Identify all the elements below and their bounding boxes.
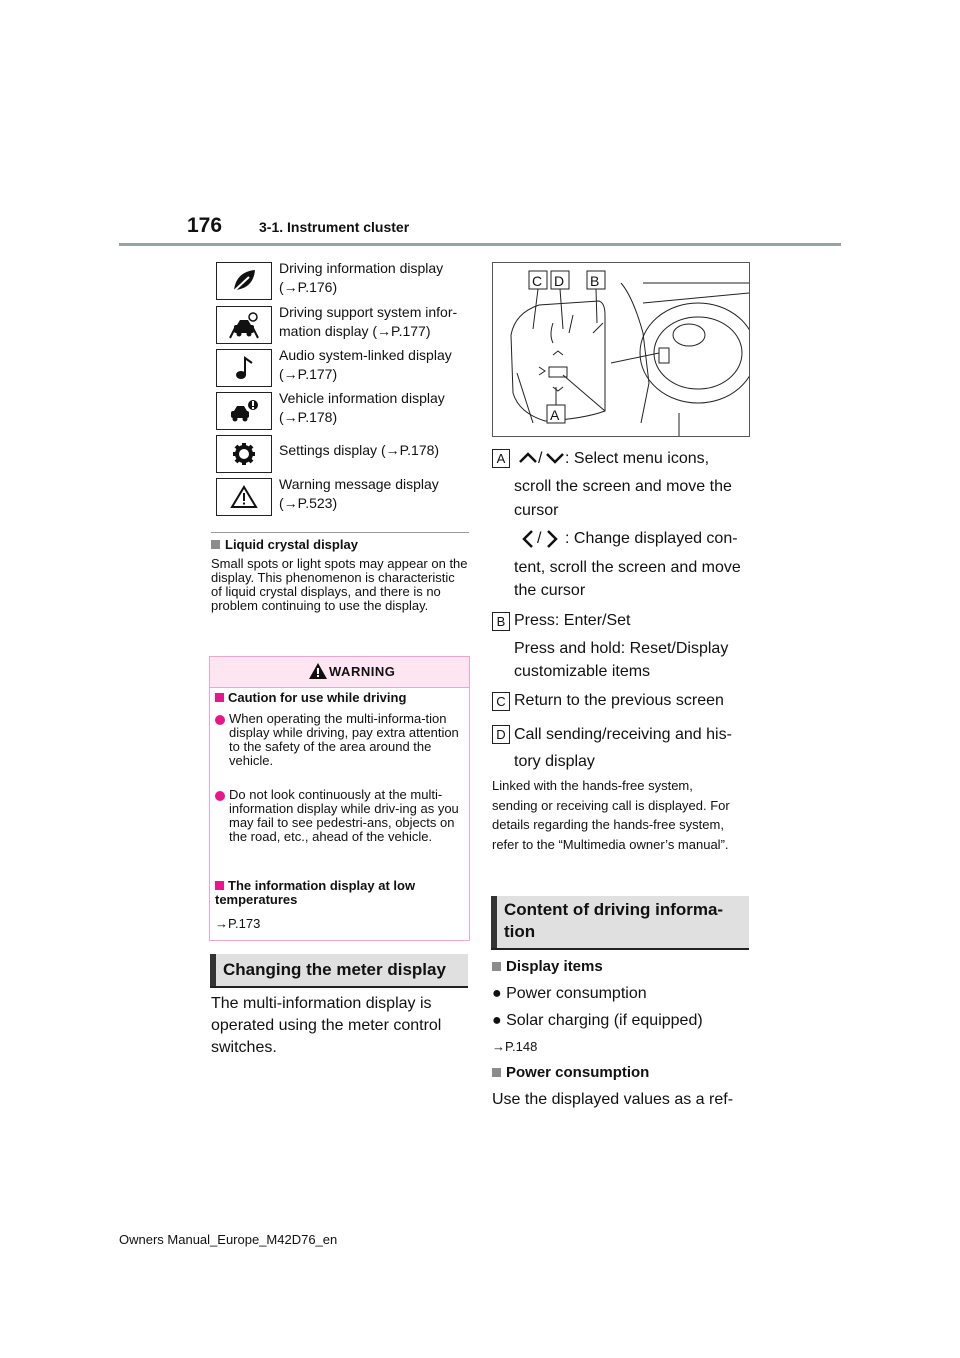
figure-label: C [532,273,543,289]
icon-row-driving-info [216,262,466,300]
chevron-left-icon [522,529,534,549]
content-ref: →P.148 [492,1039,538,1054]
slash: / [538,450,543,467]
legend-a-text: scroll the screen and move the [514,478,732,495]
icon-text: Vehicle information display (→P.178) [279,390,445,425]
label-b-icon: B [492,612,510,631]
bullet-square-icon [215,881,224,890]
legend-a-text: cursor [514,502,559,519]
power-heading: Power consumption [492,1064,649,1081]
warning-box [209,656,470,941]
vehicle-info-icon [216,392,272,430]
display-items-heading: Display items [492,958,603,975]
legend-b-text: customizable items [514,663,651,680]
steering-switch-figure [492,262,750,437]
warning-ref: →P.173 [215,916,261,931]
legend-a-text: the cursor [514,582,586,599]
list-item: ● Solar charging (if equipped) [492,1012,703,1029]
icon-row-driving-support [216,306,466,344]
warning-title: WARNING [329,664,396,679]
lcd-body: Small spots or light spots may appear on the display. This phenomenon is characteristic of liquid crystal displays, and there is no problem continuing to use the display. [211,556,468,613]
legend-d-text: tory display [514,753,595,770]
warning-header [210,657,469,688]
warning-subheading: Caution for use while driving [215,691,406,705]
legend-b-text: Press: Enter/Set [514,612,631,629]
chevron-down-icon [545,452,565,464]
label-c-icon: C [492,692,510,711]
slash: / [537,530,542,547]
lcd-heading: Liquid crystal display [211,537,358,552]
gear-icon [216,435,272,473]
icon-row-warning [216,478,466,516]
page-number: 176 [187,214,223,237]
changing-body: The multi-information display is operated using the meter control switches. [211,995,442,1056]
bullet-square-icon [492,1068,501,1077]
legend-a-text: : Select menu icons, [565,450,710,467]
icon-text: Settings display (→P.178) [279,442,440,458]
icon-row-audio [216,349,466,387]
header-rule [119,243,841,246]
legend-a-text: : Change displayed con- [565,530,738,547]
leaf-icon [216,262,272,300]
icon-row-vehicle [216,392,466,430]
bullet-dot-icon [215,715,225,725]
icon-row-settings [216,435,466,473]
bullet-square-icon [211,540,220,549]
icon-text: Driving information display (→P.176) [279,260,444,295]
music-note-icon [216,349,272,387]
warning-bullet: Do not look continuously at the multi-information display while driv-ing as you may fail to see pedestri-ans, objects on the road, etc., ahead of the vehicle. [229,787,459,844]
warning-triangle-icon [216,478,272,516]
legend-c-text: Return to the previous screen [514,692,724,709]
figure-label: A [550,407,560,423]
section-heading-content: Content of driving informa-tion [491,896,749,950]
warning-bullet: When operating the multi-informa-tion display while driving, pay extra attention to the safety of the area around the vehicle. [229,711,459,768]
section-heading-changing: Changing the meter display [210,954,468,988]
figure-label: D [554,273,565,289]
warning-subheading: The information display at low temperatures [215,878,416,907]
section-title: 3-1. Instrument cluster [259,219,410,235]
label-a-icon: A [492,449,510,468]
bullet-square-icon [215,693,224,702]
legend-b-text: Press and hold: Reset/Display [514,640,729,657]
legend-d-text: Call sending/receiving and his- [514,726,732,743]
chevron-up-icon [518,452,538,464]
bullet-square-icon [492,962,501,971]
bullet-dot-icon [215,791,225,801]
chevron-right-icon [546,529,558,549]
icon-text: Audio system-linked display (→P.177) [279,347,452,382]
icon-text: Warning message display (→P.523) [279,476,439,511]
figure-label: B [590,273,600,289]
label-d-icon: D [492,725,510,744]
icon-text: Driving support system infor-mation display (→P.177) [279,304,458,339]
power-body: Use the displayed values as a ref- [492,1091,734,1108]
divider [211,532,469,533]
footer-text: Owners Manual_Europe_M42D76_en [119,1232,338,1247]
driving-support-icon [216,306,272,344]
list-item: ● Power consumption [492,985,647,1002]
warning-triangle-icon [309,663,327,679]
legend-a-text: tent, scroll the screen and move [514,559,741,576]
hands-free-note: Linked with the hands-free system, sending or receiving call is displayed. For details regarding the hands-free system, refer to the “Multimedia owner’s manual”. [492,778,730,852]
